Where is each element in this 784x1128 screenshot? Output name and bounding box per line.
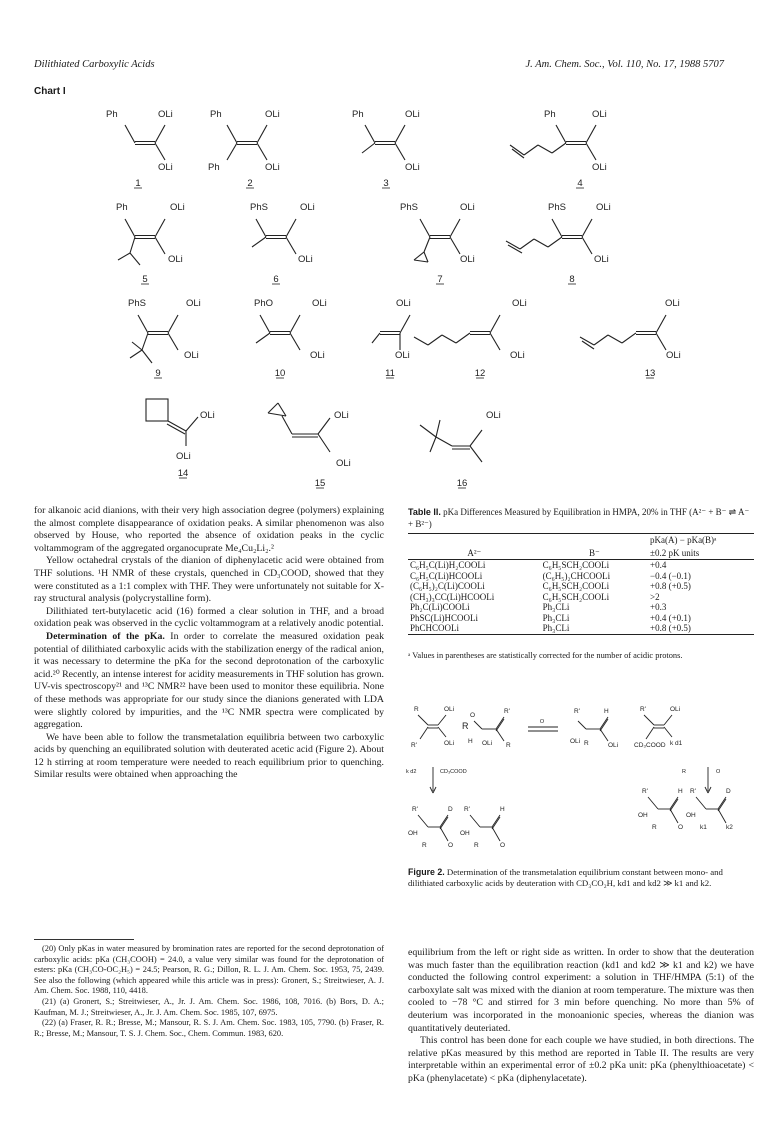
bond-line [414, 260, 428, 262]
table-cell: +0.8 (+0.5) [650, 623, 691, 633]
paragraph: This control has been done for each couple we have studied, in both directions. The relative pKas measured by this method are reported in Table II. The results are very interpretable within an experimental error of ±0.2 pKa unit: pKa (phenylthioacetate) < pKa (phenylacetate) < pKa (diphenylacetate). [408, 1035, 754, 1084]
bond-line [278, 403, 286, 416]
footnote-21: (21) (a) Gronert, S.; Streitwieser, A., Jr. J. Am. Chem. Soc. 1986, 108, 7016. (b) Bors, D. A.; Kaufman, M. J.; Streitwieser, A., Jr. J. Am. Chem. Soc. 1985, 107, 6975. [34, 996, 384, 1017]
scheme-line [600, 717, 608, 729]
bond-line [142, 350, 152, 363]
atom-label: PhO [254, 298, 274, 309]
bond-line [260, 315, 270, 333]
bond-line [257, 125, 267, 143]
bond-line [510, 145, 524, 155]
scheme-label: OH [460, 830, 470, 837]
table-cell: Ph₃CLi [542, 623, 570, 633]
scheme-line [418, 815, 428, 827]
bond-line [436, 420, 440, 437]
scheme-label: CD₃COOD [634, 742, 666, 749]
paragraph: equilibrium from the left or right side as written. In order to show that the deuteration was much faster than the equilibration reaction (kd1 and kd2 ≫ k1 and k2) we have conducted the following control experiment: a solution in THF/HMPA (5:1) of the carboxylate salt was mixed with the dianion at room temperature. The mixture was then cooled to −78 °C and stirred for 3 min before quenching. No more than 5% of deuterium was incorporated in the monoanionic species, whereas the dianion was quantitatively deuteriated. [408, 947, 754, 1034]
scheme-label: OH [408, 830, 418, 837]
scheme-label: OLi [444, 740, 455, 747]
bond-line [372, 333, 380, 343]
scheme-line [496, 719, 504, 731]
footnote-20: (20) Only pKas in water measured by bromination rates are reported for the second deprotonation of carboxylic acids: pKa (CH₃COOH) = 24.0, a value very similar was found for the deprotonation of esters: pKa (CH₃CO-OC₂H₅) = 24.5; Pearson, R. G.; Dillon, R. L. J. Am. Chem. Soc. 1953, 75, 2439. See also the following (which appeared while this article was in press): Gronert, S.; Streitwieser, A. J. Am. Chem. Soc. 1988, 110, 4418. [34, 944, 384, 996]
paragraph: for alkanoic acid dianions, with their very high association degree (polymers) explaining the almost complete disappearance of oxidation peaks. A similar phenomenon was also observed by House, who reported the absence of oxidation peaks in the cyclic voltammogram of the aggregated organocuprate Me₄Cu₂Li₂.² [34, 505, 384, 554]
bond-line [186, 417, 198, 431]
scheme-label: k2 [726, 824, 733, 831]
bond-line [622, 333, 636, 343]
scheme-line [474, 721, 482, 729]
scheme-label: R' [640, 706, 646, 713]
bond-line [286, 219, 296, 237]
col-header: A²⁻ [467, 547, 482, 558]
table-row [408, 602, 754, 613]
scheme-label: OH [638, 812, 648, 819]
atom-label: OLi [405, 109, 420, 120]
bond-line [538, 145, 552, 153]
bond-line [257, 143, 267, 160]
atom-label: OLi [170, 202, 185, 213]
scheme-line [696, 797, 706, 809]
compound-number: 14 [177, 468, 189, 479]
scheme-line [600, 719, 608, 731]
bond-line [125, 125, 135, 143]
scheme-label: H [678, 788, 683, 795]
compound-number: 6 [273, 274, 279, 285]
atom-label: PhS [250, 202, 268, 213]
compound-number: 12 [474, 368, 486, 379]
table-caption-head: Table II. [408, 507, 441, 517]
bond-line [256, 333, 270, 343]
bond-line [582, 219, 592, 237]
col-header: ±0.2 pK units [650, 547, 700, 558]
bond-line [138, 315, 148, 333]
chart-label: Chart I [34, 86, 66, 97]
compound-number: 11 [385, 368, 395, 379]
atom-label: OLi [592, 162, 607, 173]
scheme-label: R' [504, 708, 510, 715]
scheme-line [438, 715, 446, 725]
scheme-line [433, 787, 436, 793]
scheme-line [470, 815, 480, 827]
running-header-journal: J. Am. Chem. Soc., Vol. 110, No. 17, 1988 5707 [525, 59, 724, 70]
scheme-label: R [414, 706, 419, 713]
bond-line [414, 337, 428, 345]
scheme-label: k1 [700, 824, 707, 831]
bond-line [586, 125, 596, 143]
scheme-label: k d1 [670, 740, 683, 747]
bond-line [656, 333, 666, 350]
figure-caption [408, 867, 754, 889]
atom-label: PhS [128, 298, 146, 309]
scheme-line [418, 715, 428, 725]
compound-number: 15 [314, 478, 326, 489]
bond-line [290, 333, 300, 350]
bond-line [142, 333, 148, 350]
bond-line [362, 143, 375, 153]
bond-line [436, 437, 452, 446]
scheme-line [440, 827, 448, 841]
scheme-label: R [682, 769, 686, 775]
bond-line [430, 437, 436, 452]
scheme-label: O [500, 842, 506, 849]
bond-line [155, 219, 165, 237]
atom-label: OLi [200, 410, 215, 421]
scheme-line [718, 799, 726, 811]
table-cell: +0.8 (+0.5) [650, 581, 691, 591]
scheme-label: OLi [444, 706, 455, 713]
atom-label: Ph [116, 202, 128, 213]
right-column [408, 947, 754, 1086]
bond-line [132, 342, 142, 350]
scheme-label: R' [574, 708, 580, 715]
table-cell: Ph₃CLi [542, 602, 570, 612]
bond-line [395, 125, 405, 143]
bond-line [130, 237, 135, 253]
cyclobutane-ring [146, 399, 168, 421]
scheme-line [644, 715, 654, 725]
figure-caption-text: Determination of the transmetalation equilibrium constant between mono- and dilithiated carboxylic acids by deuteration with CD₃CO₂H, kd1 and kd2 ≫ k1 and k2. [408, 867, 723, 888]
atom-label: OLi [158, 162, 173, 173]
scheme-line [492, 815, 500, 827]
bond-line [268, 413, 286, 416]
bond-line [490, 333, 500, 350]
table-ii [408, 533, 754, 635]
bond-line [400, 315, 410, 333]
footnote-rule [34, 939, 134, 940]
bond-line [428, 335, 442, 345]
table-cell: >2 [650, 591, 660, 602]
bond-line [456, 333, 470, 343]
compound-number: 16 [456, 478, 468, 489]
compound-number: 9 [155, 368, 161, 379]
scheme-label: R [474, 842, 479, 849]
scheme-line [718, 797, 726, 809]
scheme-line [708, 787, 711, 793]
table-cell: C₆H₅C(Li)HCOOLi [410, 570, 483, 581]
bond-line [155, 125, 165, 143]
col-header: pKa(A) − pKa(B)ᵃ [650, 535, 717, 545]
bond-line [252, 237, 266, 247]
bond-line [395, 143, 405, 160]
bond-line [414, 252, 424, 260]
footnotes [34, 944, 384, 1039]
bond-line [155, 237, 165, 254]
scheme-label: D [726, 788, 731, 795]
scheme-label: OLi [608, 742, 619, 749]
bond-line [227, 125, 237, 143]
scheme-line [496, 729, 504, 741]
bond-line [318, 434, 330, 452]
atom-label: OLi [336, 458, 351, 469]
scheme-line [670, 797, 678, 809]
scheme-line [670, 809, 678, 823]
bond-line [520, 239, 534, 249]
scheme-line [664, 727, 672, 737]
scheme-label: R' [411, 742, 417, 749]
bond-line [268, 403, 278, 413]
atom-label: OLi [265, 109, 280, 120]
scheme-label: k d2 [406, 769, 417, 775]
bond-line [168, 315, 178, 333]
atom-label: OLi [666, 350, 681, 361]
atom-label: OLi [396, 298, 411, 309]
atom-label: OLi [405, 162, 420, 173]
bond-line [420, 219, 430, 237]
compound-number: 7 [437, 274, 443, 285]
atom-label: OLi [168, 254, 183, 265]
chart-structures [0, 0, 784, 500]
scheme-line [438, 727, 446, 737]
scheme-label: OLi [482, 740, 493, 747]
table-footnote: ᵃ Values in parentheses are statistically corrected for the number of acidic protons. [408, 651, 683, 660]
scheme-label: R' [690, 788, 696, 795]
atom-label: OLi [310, 350, 325, 361]
scheme-line [492, 817, 500, 829]
compound-number: 10 [274, 368, 286, 379]
atom-label: Ph [544, 109, 556, 120]
compound-number: 1 [135, 178, 141, 189]
table-cell: C₆H₅SCH₂COOLi [542, 560, 610, 570]
bond-line [125, 219, 135, 237]
scheme-label: O [539, 719, 545, 725]
bond-line [470, 430, 482, 446]
scheme-label: H [468, 738, 473, 745]
atom-label: OLi [298, 254, 313, 265]
table-cell: +0.3 [650, 602, 667, 612]
bond-line [227, 143, 237, 160]
scheme-label: OLi [670, 706, 681, 713]
scheme-label: H [604, 708, 609, 715]
bond-line [548, 237, 562, 247]
paragraph-text: In order to correlate the measured oxidation peak potential of dilithiated carboxylic acids with the stabilization energy of the radical anion, it was necessary to determine the pKa for the second deprotonation of the carboxylic acid.²⁰ Recently, an intense interest for acidity measurements in THF solution has grown. UV-vis spectroscopy²¹ and ¹³C NMR²² have been used to monitor these equilibria. None of these methods was appropriate for our study since the dianions generated with LDA were slightly colored by impurities, and the ¹³C NMR spectra were complicated by aggregation. [34, 630, 385, 731]
bond-line [552, 219, 562, 237]
scheme-label: H [500, 806, 505, 813]
bond-line [365, 125, 375, 143]
bond-line [168, 333, 178, 350]
section-head: Determination of the pKa. [46, 630, 165, 642]
paragraph: We have been able to follow the transmetalation equilibria between two carboxylic acids by quenching an equilibrated solution with deuterated acetic acid (Figure 2). About 12 h stirring at room temperature were needed to reach equilibrium prior to quenching. Similar results were obtained when approaching the [34, 731, 384, 781]
atom-label: OLi [665, 298, 680, 309]
atom-label: OLi [334, 410, 349, 421]
table-cell: +0.4 [650, 560, 667, 570]
scheme-line [492, 827, 500, 841]
table-row [408, 571, 754, 582]
table-cell: (C₆H₅)₂C(Li)COOLi [410, 581, 485, 591]
bond-line [524, 145, 538, 155]
scheme-line [600, 729, 608, 741]
table-cell: C₆H₅SCH₂COOLi [542, 591, 610, 602]
bond-line [594, 335, 608, 345]
scheme-label: D [448, 806, 453, 813]
figure-caption-head: Figure 2. [408, 867, 445, 877]
scheme-label: OLi [570, 738, 581, 745]
table-cell: +0.4 (+0.1) [650, 612, 691, 623]
bond-line [424, 252, 428, 262]
bond-line [256, 219, 266, 237]
scheme-label: O [448, 842, 454, 849]
table-cell: C₆H₅C(Li)H₂COOLi [410, 560, 486, 570]
table-row [408, 560, 754, 571]
scheme-label: R [422, 842, 427, 849]
scheme-label: O [470, 712, 476, 719]
atom-label: OLi [158, 109, 173, 120]
table-caption [408, 507, 754, 530]
table-cell: (CH₃)₃CC(Li)HCOOLi [410, 591, 495, 602]
scheme-line [646, 727, 654, 739]
scheme-label: R' [642, 788, 648, 795]
atom-label: OLi [486, 410, 501, 421]
atom-label: OLi [265, 162, 280, 173]
atom-label: Ph [208, 162, 220, 173]
bond-line [470, 446, 482, 462]
scheme-label: OH [686, 812, 696, 819]
atom-label: Ph [352, 109, 364, 120]
paragraph: Yellow octahedral crystals of the dianion of diphenylacetic acid were obtained from THF solutions. ¹H NMR of these crystals, quenched in CD₃COOD, showed that they were constituted as a 1:1 complex with THF. They were unfortunately not suitable for X-ray structural analysis (polycrystalline form). [34, 555, 384, 605]
table-row [408, 623, 754, 634]
bond-line [442, 335, 456, 343]
scheme-label: O [678, 824, 684, 831]
bond-line [608, 335, 622, 343]
bond-line [420, 425, 436, 437]
table-cell: Ph₂C(Li)COOLi [410, 602, 470, 612]
atom-label: Ph [210, 109, 222, 120]
scheme-label: R' [412, 806, 418, 813]
bond-line [450, 237, 460, 254]
scheme-label: CD₃COOD [440, 769, 467, 775]
bond-line [282, 416, 292, 434]
table-cell: PhSC(Li)HCOOLi [410, 612, 479, 623]
col-header: B⁻ [588, 547, 600, 558]
bond-line [552, 143, 566, 153]
table-caption-text: pKa Differences Measured by Equilibration in HMPA, 20% in THF (A²⁻ + B⁻ ⇌ A⁻ + B²⁻) [408, 507, 750, 529]
atom-label: OLi [510, 350, 525, 361]
bond-line [490, 315, 500, 333]
bond-line [130, 350, 142, 358]
scheme-label: O [716, 769, 721, 775]
atom-label: OLi [512, 298, 527, 309]
scheme-line [440, 815, 448, 827]
table-cell: PhCHCOOLi [410, 623, 460, 633]
scheme-label: R' [464, 806, 470, 813]
scheme-label: R [462, 721, 469, 731]
atom-label: OLi [176, 451, 191, 462]
atom-label: OLi [186, 298, 201, 309]
table-cell: (C₆H₅)₂CHCOOLi [542, 570, 611, 581]
bond-line [118, 253, 130, 260]
table-cell: Ph₃CLi [542, 612, 570, 623]
atom-label: OLi [594, 254, 609, 265]
bond-line [586, 143, 596, 160]
table-row [408, 613, 754, 624]
compound-number: 2 [247, 178, 253, 189]
atom-label: OLi [312, 298, 327, 309]
atom-label: OLi [300, 202, 315, 213]
scheme-label: R [584, 740, 589, 747]
compound-number: 8 [569, 274, 575, 285]
bond-line [424, 237, 430, 252]
scheme-line [664, 715, 672, 725]
scheme-label: R [506, 742, 511, 749]
scheme-line [440, 817, 448, 829]
table-cell: −0.4 (−0.1) [650, 570, 691, 581]
footnote-22: (22) (a) Fraser, R. R.; Bresse, M.; Mansour, R. S. J. Am. Chem. Soc. 1983, 105, 7790. (b) Fraser, R. R.; Bresse, M.; Mansour, T. S. J. Chem. Soc., Chem. Commun. 1983, 620. [34, 1018, 384, 1038]
bond-line [556, 125, 566, 143]
scheme-line [420, 727, 428, 739]
compound-number: 4 [577, 178, 583, 189]
atom-label: OLi [596, 202, 611, 213]
atom-label: Ph [106, 109, 118, 120]
bond-line [286, 237, 296, 254]
bond-line [582, 237, 592, 254]
table-row [408, 581, 754, 592]
atom-label: OLi [460, 254, 475, 265]
atom-label: PhS [548, 202, 566, 213]
atom-label: OLi [184, 350, 199, 361]
table-cell: C₆H₅SCH₂COOLi [542, 581, 610, 591]
scheme-line [718, 809, 726, 823]
bond-line [155, 143, 165, 160]
running-header-title: Dilithiated Carboxylic Acids [34, 59, 155, 70]
left-column [34, 505, 384, 782]
bond-line [450, 219, 460, 237]
scheme-line [670, 799, 678, 811]
paragraph: Dilithiated tert-butylacetic acid (16) formed a clear solution in THF, and a broad oxidation peak was observed in the cyclic voltammogram at a relatively anodic potential. [34, 605, 384, 630]
paragraph [34, 631, 384, 732]
compound-number: 5 [142, 274, 148, 285]
bond-line [318, 418, 330, 434]
compound-number: 3 [383, 178, 389, 189]
scheme-line [496, 717, 504, 729]
atom-label: OLi [592, 109, 607, 120]
bond-line [290, 315, 300, 333]
atom-label: OLi [395, 350, 410, 361]
bond-line [130, 253, 140, 265]
atom-label: OLi [460, 202, 475, 213]
scheme-line [578, 721, 586, 729]
scheme-line [648, 797, 658, 809]
table-row [408, 592, 754, 603]
bond-line [534, 239, 548, 247]
bond-line [656, 315, 666, 333]
atom-label: PhS [400, 202, 418, 213]
scheme-label: R [652, 824, 657, 831]
figure-2-scheme [408, 687, 754, 863]
scheme-line [430, 787, 433, 793]
compound-number: 13 [644, 368, 656, 379]
